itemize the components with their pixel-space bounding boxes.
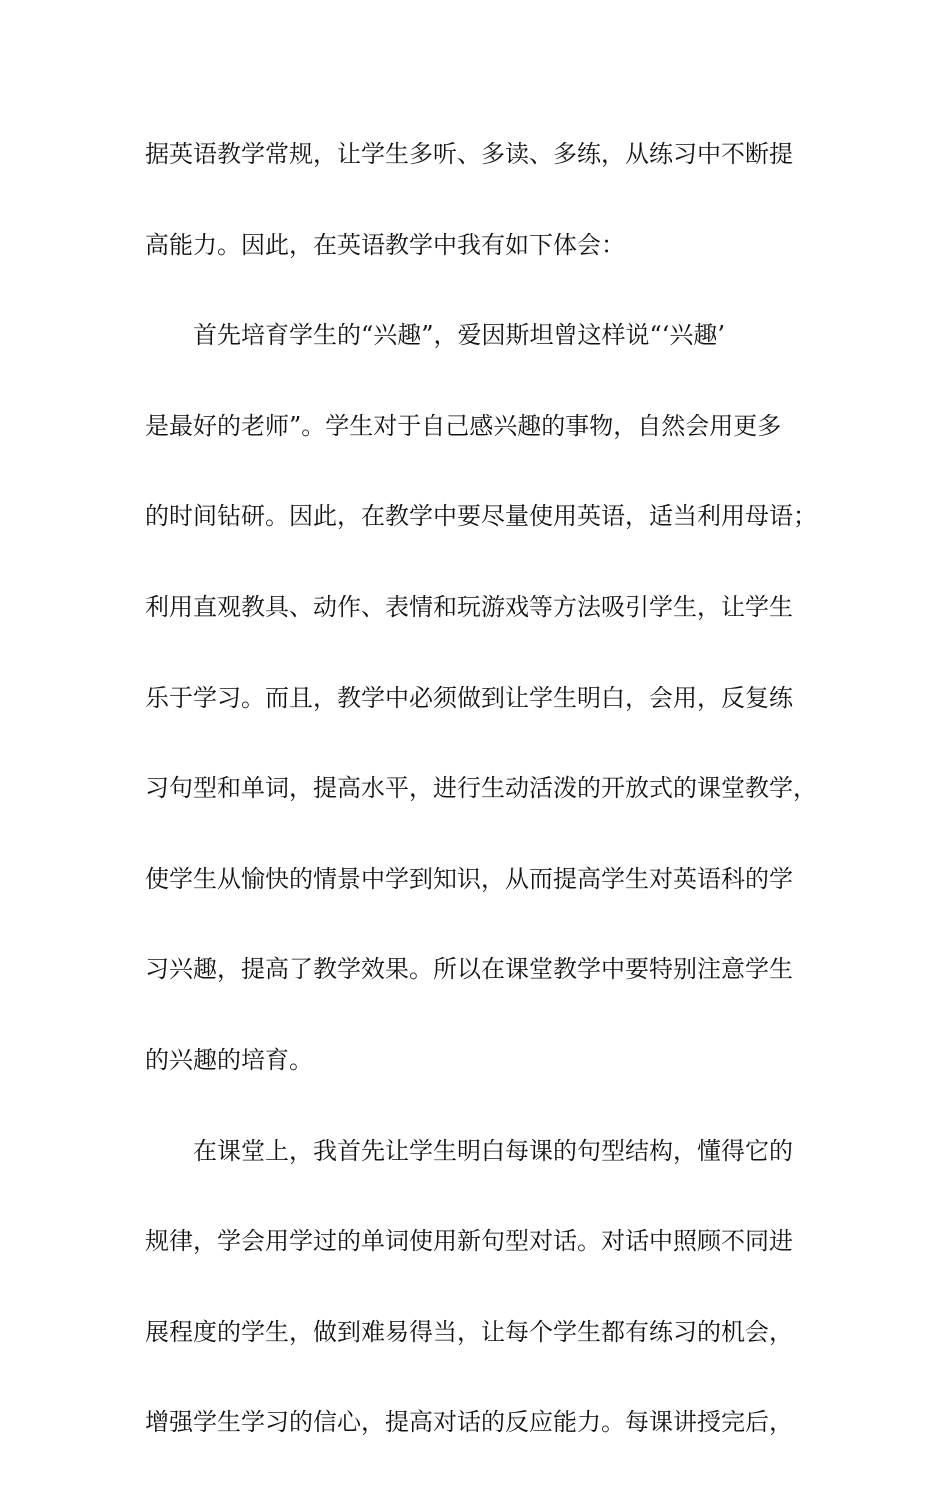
text-line-5: 的时间钻研。因此，在教学中要尽量使用英语，适当利用母语；: [145, 502, 817, 531]
text-line-12: 在课堂上，我首先让学生明白每课的句型结构，懂得它的: [193, 1136, 793, 1165]
document-body: [145, 128, 820, 1487]
text-line-11: 的兴趣的培育。: [145, 1045, 313, 1074]
text-line-15: 增强学生学习的信心，提高对话的反应能力。每课讲授完后，: [145, 1408, 793, 1437]
text-line-6: 利用直观教具、动作、表情和玩游戏等方法吸引学生，让学生: [145, 592, 793, 621]
text-line-10: 习兴趣，提高了教学效果。所以在课堂教学中要特别注意学生: [145, 955, 793, 984]
text-line-1: 据英语教学常规，让学生多听、多读、多练，从练习中不断提: [145, 140, 793, 168]
text-line-7: 乐于学习。而且，教学中必须做到让学生明白，会用，反复练: [145, 683, 793, 712]
text-line-3: 首先培育学生的“兴趣”，爱因斯坦曾这样说“‘兴趣’: [193, 321, 726, 350]
text-line-14: 展程度的学生，做到难易得当，让每个学生都有练习的机会，: [145, 1317, 793, 1346]
text-line-13: 规律，学会用学过的单词使用新句型对话。对话中照顾不同进: [145, 1227, 793, 1256]
text-line-4: 是最好的老师”。学生对于自己感兴趣的事物，自然会用更多: [145, 411, 782, 440]
text-line-8: 习句型和单词，提高水平，进行生动活泼的开放式的课堂教学，: [145, 774, 817, 803]
text-line-9: 使学生从愉快的情景中学到知识，从而提高学生对英语科的学: [145, 864, 793, 893]
text-line-2: 高能力。因此，在英语教学中我有如下体会：: [145, 230, 625, 259]
